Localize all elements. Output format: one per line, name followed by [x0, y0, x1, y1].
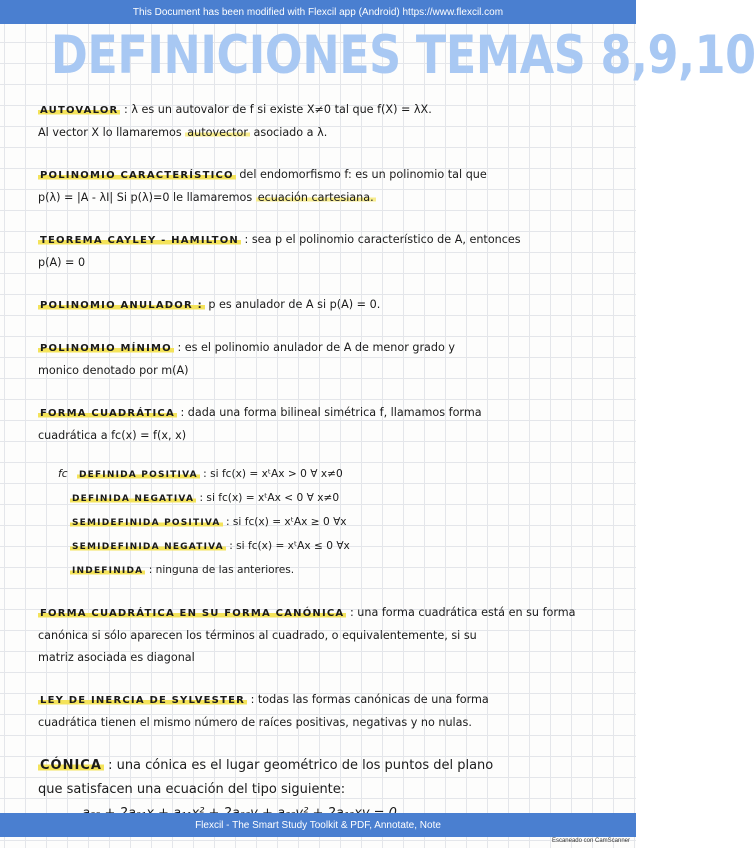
definition-ley-sylvester — [38, 689, 604, 734]
forma-cuadratica-line1: : dada una forma bilineal simétrica f, llamamos forma — [180, 406, 482, 419]
page-title: DEFINICIONES TEMAS 8,9,10 — [50, 25, 756, 86]
term-autovector: autovector — [187, 126, 248, 139]
list-item — [58, 511, 604, 534]
term-indefinida: INDEFINIDA — [72, 566, 144, 576]
term-definida-negativa: DEFINIDA NEGATIVA — [72, 494, 195, 504]
term-polinomio-minimo: POLINOMIO MÍNIMO — [40, 343, 172, 354]
definition-forma-canonica — [38, 602, 604, 669]
definition-forma-cuadratica — [38, 402, 604, 447]
clasificacion-list — [38, 463, 604, 582]
autovalor-line2-post: asociado a λ. — [253, 126, 328, 139]
term-semidefinida-positiva: SEMIDEFINIDA POSITIVA — [72, 518, 221, 528]
term-semidefinida-negativa: SEMIDEFINIDA NEGATIVA — [72, 542, 224, 552]
semidefinida-positiva-cond: : si fc(x) = xᵗAx ≥ 0 ∀x — [225, 516, 347, 528]
definition-cayley-hamilton — [38, 229, 604, 274]
definida-negativa-cond: : si fc(x) = xᵗAx < 0 ∀ x≠0 — [199, 492, 340, 504]
term-forma-canonica: FORMA CUADRÁTICA EN SU FORMA CANÓNICA — [40, 608, 345, 619]
term-cayley-hamilton: TEOREMA CAYLEY - HAMILTON — [40, 235, 239, 246]
sylvester-line2: cuadrática tienen el mismo número de raíces positivas, negativas y no nulas. — [38, 716, 472, 729]
forma-canonica-line1: : una forma cuadrática está en su forma — [349, 606, 576, 619]
scanner-watermark: Escaneado con CamScanner — [551, 838, 630, 844]
minimo-line1: : es el polinomio anulador de A de menor grado y — [177, 341, 456, 354]
notes-content — [38, 99, 604, 846]
bottom-watermark-banner — [0, 813, 636, 837]
cayley-line1: : sea p el polinomio característico de A, entonces — [244, 233, 521, 246]
list-item — [58, 487, 604, 510]
definida-positiva-cond: : si fc(x) = xᵗAx > 0 ∀ x≠0 — [203, 468, 343, 480]
autovalor-line1: : λ es un autovalor de f si existe X≠0 tal que f(X) = λX. — [124, 103, 432, 116]
term-ecuacion-cartesiana: ecuación cartesiana. — [257, 191, 374, 204]
list-item — [58, 559, 604, 582]
term-definida-positiva: DEFINIDA POSITIVA — [78, 470, 198, 480]
definition-polinomio-anulador — [38, 294, 604, 317]
conica-line1: : una cónica es el lugar geométrico de los puntos del plano — [108, 758, 494, 773]
term-autovalor: AUTOVALOR — [40, 105, 119, 116]
list-item — [58, 535, 604, 558]
definition-polinomio-caracteristico — [38, 164, 604, 209]
semidefinida-negativa-cond: : si fc(x) = xᵗAx ≤ 0 ∀x — [229, 540, 350, 552]
indefinida-cond: : ninguna de las anteriores. — [148, 564, 295, 576]
term-ley-sylvester: LEY DE INERCIA DE SYLVESTER — [40, 695, 246, 706]
forma-canonica-line2: canónica si sólo aparecen los términos al cuadrado, o equivalentemente, si su — [38, 629, 477, 642]
anulador-line1: p es anulador de A si p(A) = 0. — [208, 298, 381, 311]
term-conica: CÓNICA — [40, 758, 102, 773]
sylvester-line1: : todas las formas canónicas de una forma — [250, 693, 489, 706]
list-item — [58, 463, 604, 486]
top-banner-text: This Document has been modified with Flexcil app (Android) https://www.flexcil.com — [132, 6, 504, 18]
definition-polinomio-minimo — [38, 337, 604, 382]
clasificacion-prefix: fc — [58, 468, 68, 480]
term-forma-cuadratica: FORMA CUADRÁTICA — [40, 408, 175, 419]
forma-canonica-line3: matriz asociada es diagonal — [38, 651, 195, 664]
autovalor-line2-pre: Al vector X lo llamaremos — [38, 126, 182, 139]
forma-cuadratica-line2: cuadrática a fc(x) = f(x, x) — [38, 429, 187, 442]
polinomio-caracteristico-line1: del endomorfismo f: es un polinomio tal que — [239, 168, 487, 181]
polinomio-caracteristico-line2-pre: p(λ) = |A - λI| Si p(λ)=0 le llamaremos — [38, 191, 253, 204]
bottom-banner-text: Flexcil - The Smart Study Toolkit & PDF, Annotate, Note — [195, 819, 441, 831]
conica-line2: que satisfacen una ecuación del tipo siguiente: — [38, 782, 346, 797]
cayley-line2: p(A) = 0 — [38, 256, 86, 269]
term-polinomio-caracteristico: POLINOMIO CARACTERÍSTICO — [40, 170, 234, 181]
minimo-line2: monico denotado por m(A) — [38, 364, 189, 377]
definition-autovalor — [38, 99, 604, 144]
term-polinomio-anulador: POLINOMIO ANULADOR : — [40, 300, 203, 311]
